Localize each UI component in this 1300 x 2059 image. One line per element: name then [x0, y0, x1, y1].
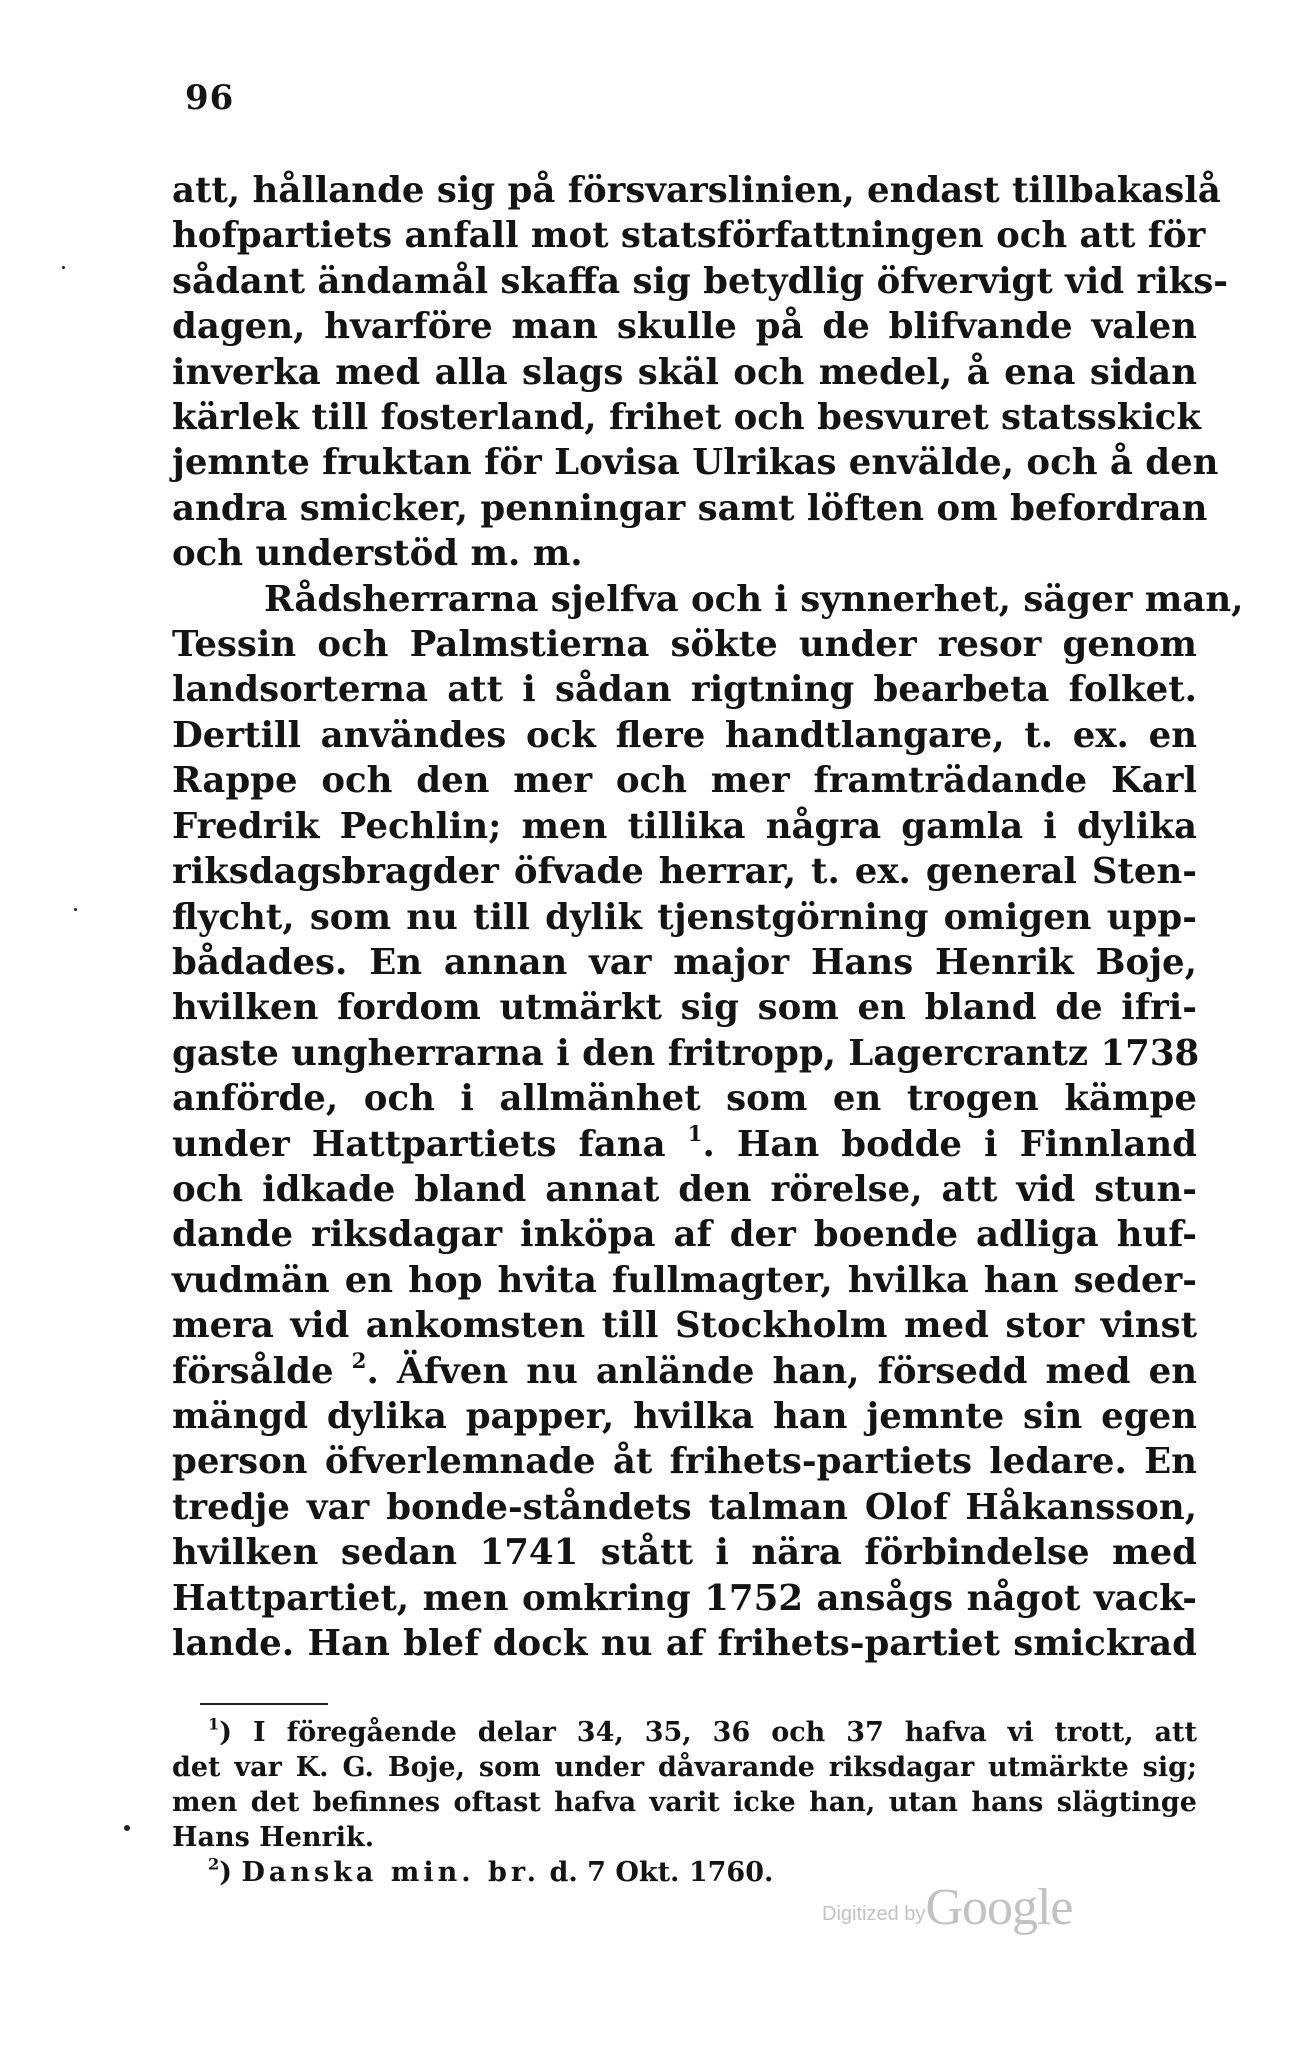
text-line-with-note-ref: [172, 1349, 1197, 1394]
footnote-1-line: men det befinnes oftast hafva varit icke han, utan hans slägtinge: [172, 1787, 1197, 1818]
footnotes: [172, 1715, 1197, 1890]
text-line: och understöd m. m.: [172, 533, 583, 575]
text-line: hvilken sedan 1741 stått i nära förbindelse med: [172, 1532, 1197, 1574]
text-line-with-note-ref: [172, 1122, 1197, 1167]
text-line: kärlek till fosterland, frihet och besvuret statsskick: [172, 397, 1202, 439]
text-line: landsorterna att i sådan rigtning bearbeta folket.: [172, 669, 1197, 711]
text-line: riksdagsbragder öfvade herrar, t. ex. general Sten-: [172, 851, 1197, 893]
text-line: flycht, som nu till dylik tjenstgörning omigen upp-: [172, 896, 1197, 938]
text-line: Hattpartiet, men omkring 1752 ansågs något vack-: [172, 1577, 1197, 1619]
text-line: anförde, och i allmänhet som en trogen kämpe: [172, 1078, 1197, 1120]
text-line: dande riksdagar inköpa af der boende adliga huf-: [172, 1214, 1197, 1256]
text-line: hvilken fordom utmärkt sig som en bland de ifri-: [172, 987, 1197, 1029]
text-line: Rappe och den mer och mer framträdande Karl: [172, 760, 1197, 802]
text-line: och idkade bland annat den rörelse, att vid stun-: [172, 1168, 1197, 1210]
page-number: 96: [185, 78, 235, 118]
paragraph-start-line: Rådsherrarna sjelfva och i synnerhet, säger man,: [264, 578, 1244, 620]
text-line: person öfverlemnade åt frihets-partiets ledare. En: [172, 1441, 1197, 1483]
text-line: dagen, hvarföre man skulle på de blifvande valen: [172, 306, 1197, 348]
watermark-brand: Google: [925, 1879, 1073, 1936]
text-line: tredje var bonde-ståndets talman Olof Håkansson,: [172, 1486, 1197, 1528]
footnote-separator: [200, 1703, 328, 1705]
scan-speck: [62, 266, 65, 269]
footnote-ref-1: 1: [687, 1121, 703, 1147]
text-line: gaste ungherrarna i den fritropp, Lagercrantz 1738: [172, 1032, 1200, 1074]
text-segment: . Äfven nu anlände han, försedd med en: [366, 1350, 1198, 1392]
footnote-text: ): [219, 1857, 242, 1888]
footnote-text: d. 7 Okt. 1760.: [540, 1857, 774, 1888]
text-line: vudmän en hop hvita fullmagter, hvilka han seder-: [172, 1259, 1197, 1301]
text-line: andra smicker, penningar samt löften om befordran: [172, 487, 1208, 529]
text-line: mera vid ankomsten till Stockholm med stor vinst: [172, 1305, 1197, 1347]
footnote-1-line: Hans Henrik.: [172, 1822, 375, 1853]
footnote-text: ) I föregående delar 34, 35, 36 och 37 hafva vi trott, att: [219, 1717, 1197, 1748]
text-line: sådant ändamål skaffa sig betydlig öfvervigt vid riks-: [172, 260, 1228, 302]
footnote-1-line: det var K. G. Boje, som under dåvarande riksdagar utmärkte sig;: [172, 1752, 1197, 1783]
text-line: jemnte fruktan för Lovisa Ulrikas envälde, och å den: [172, 442, 1219, 484]
text-segment: . Han bodde i Finnland: [702, 1123, 1198, 1165]
text-line: Dertill användes ock flere handtlangare, t. ex. en: [172, 714, 1197, 756]
text-segment: under Hattpartiets fana: [172, 1123, 666, 1165]
text-line: bådades. En annan var major Hans Henrik Boje,: [172, 941, 1197, 983]
text-line: lande. Han blef dock nu af frihets-partiet smickrad: [172, 1623, 1197, 1664]
footnote-2-marker: 2: [208, 1854, 220, 1874]
text-line: hofpartiets anfall mot statsförfattningen och att för: [172, 215, 1206, 257]
footnote-source-title: Danska min. br.: [241, 1857, 541, 1888]
footnote-ref-2: 2: [351, 1348, 367, 1374]
scan-speck: [74, 908, 77, 911]
text-line: inverka med alla slags skäl och medel, å ena sidan: [172, 351, 1197, 393]
text-line: att, hållande sig på försvarslinien, endast tillbakaslå: [172, 170, 1221, 211]
body-text: [172, 168, 1244, 1666]
digitized-by-google-watermark: [822, 1878, 1072, 1937]
text-line: Fredrik Pechlin; men tillika några gamla i dylika: [172, 805, 1197, 847]
text-line: Tessin och Palmstierna sökte under resor genom: [172, 624, 1197, 666]
footnote-1-marker: 1: [208, 1714, 220, 1734]
watermark-prefix: Digitized by: [822, 1903, 926, 1925]
text-segment: försålde: [172, 1350, 334, 1392]
scan-speck: [124, 1825, 130, 1831]
footnote-1-line: [172, 1715, 1197, 1750]
text-line: mängd dylika papper, hvilka han jemnte sin egen: [172, 1395, 1197, 1437]
